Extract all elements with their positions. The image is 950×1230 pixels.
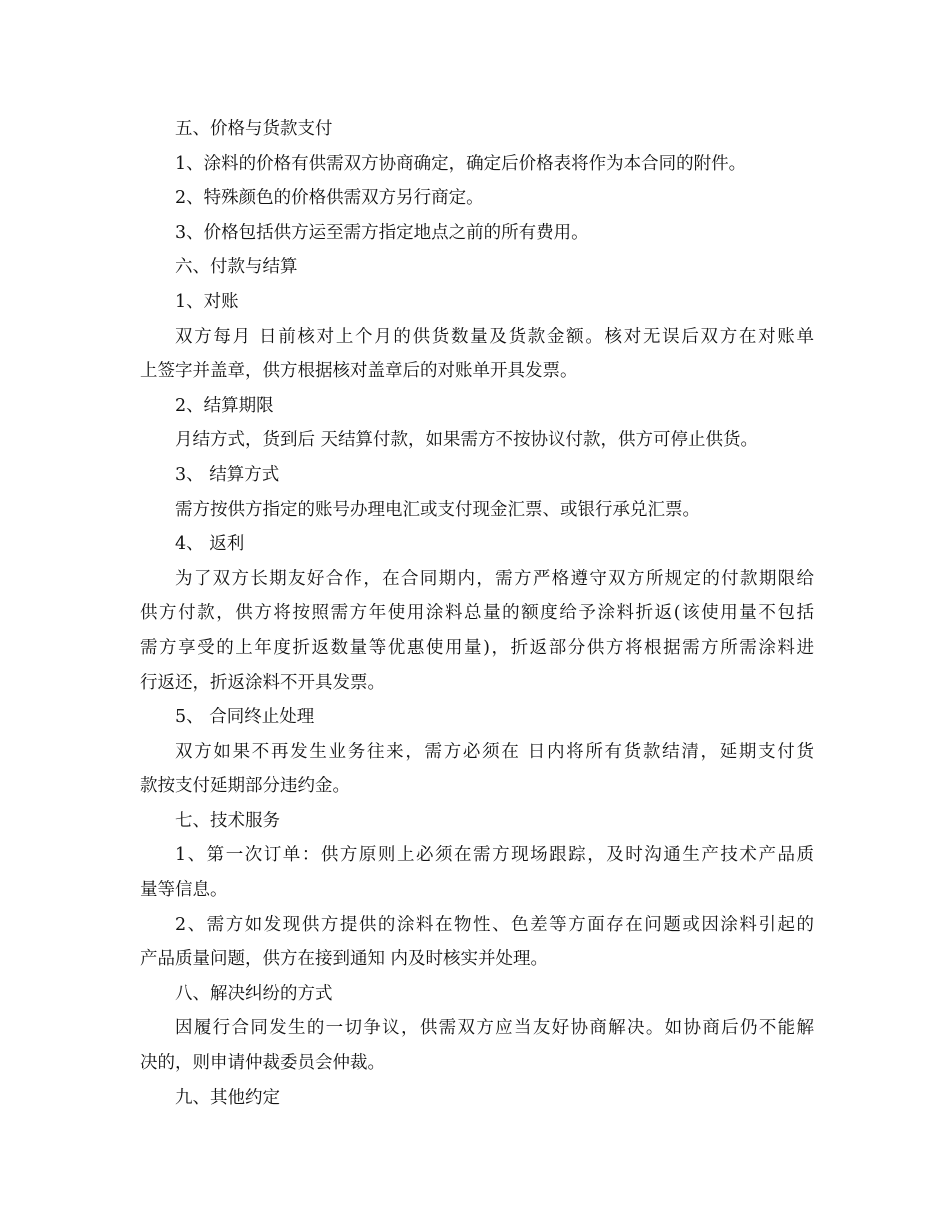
- text-line: 行返还，折返涂料不开具发票。: [140, 672, 385, 693]
- text-line: 月结方式，货到后 天结算付款，如果需方不按协议付款，供方可停止供货。: [175, 430, 759, 451]
- text-line: 七、技术服务: [175, 810, 280, 831]
- text-line: 九、其他约定: [175, 1087, 280, 1108]
- text-line: 决的，则申请仲裁委员会仲裁。: [140, 1053, 385, 1074]
- text-line: 双方每月 日前核对上个月的供货数量及货款金额。核对无误后双方在对账单: [175, 326, 814, 347]
- text-line: 因履行合同发生的一切争议，供需双方应当友好协商解决。如协商后仍不能解: [175, 1018, 814, 1039]
- text-line: 4、 返利: [175, 534, 245, 555]
- text-line: 2、结算期限: [175, 395, 274, 416]
- text-line: 款按支付延期部分违约金。: [140, 776, 350, 797]
- text-line: 双方如果不再发生业务往来，需方必须在 日内将所有货款结清，延期支付货: [175, 741, 814, 762]
- text-line: 3、 结算方式: [175, 464, 280, 485]
- text-line: 供方付款，供方将按照需方年使用涂料总量的额度给予涂料折返(该使用量不包括: [140, 603, 814, 624]
- text-line: 1、第一次订单：供方原则上必须在需方现场跟踪，及时沟通生产技术产品质: [175, 845, 814, 866]
- text-line: 1、涂料的价格有供需双方协商确定，确定后价格表将作为本合同的附件。: [175, 153, 747, 174]
- text-line: 五、价格与货款支付: [175, 119, 333, 139]
- text-line: 上签字并盖章，供方根据核对盖章后的对账单开具发票。: [140, 361, 578, 382]
- text-line: 六、付款与结算: [175, 257, 298, 278]
- text-line: 3、价格包括供方运至需方指定地点之前的所有费用。: [175, 222, 589, 243]
- text-line: 量等信息。: [140, 880, 228, 901]
- text-line: 5、 合同终止处理: [175, 707, 315, 728]
- text-line: 2、需方如发现供方提供的涂料在物性、色差等方面存在问题或因涂料引起的: [175, 914, 814, 935]
- text-line: 为了双方长期友好合作，在合同期内，需方严格遵守双方所规定的付款期限给: [175, 568, 814, 589]
- text-line: 八、解决纠纷的方式: [175, 983, 333, 1004]
- document-page: [140, 112, 814, 1115]
- text-line: 1、对账: [175, 291, 239, 312]
- text-line: 产品质量问题，供方在接到通知 内及时核实并处理。: [140, 949, 549, 970]
- text-line: 需方享受的上年度折返数量等优惠使用量)，折返部分供方将根据需方所需涂料进: [140, 637, 814, 658]
- text-line: 2、特殊颜色的价格供需双方另行商定。: [175, 188, 484, 209]
- text-line: 需方按供方指定的账号办理电汇或支付现金汇票、或银行承兑汇票。: [175, 499, 700, 520]
